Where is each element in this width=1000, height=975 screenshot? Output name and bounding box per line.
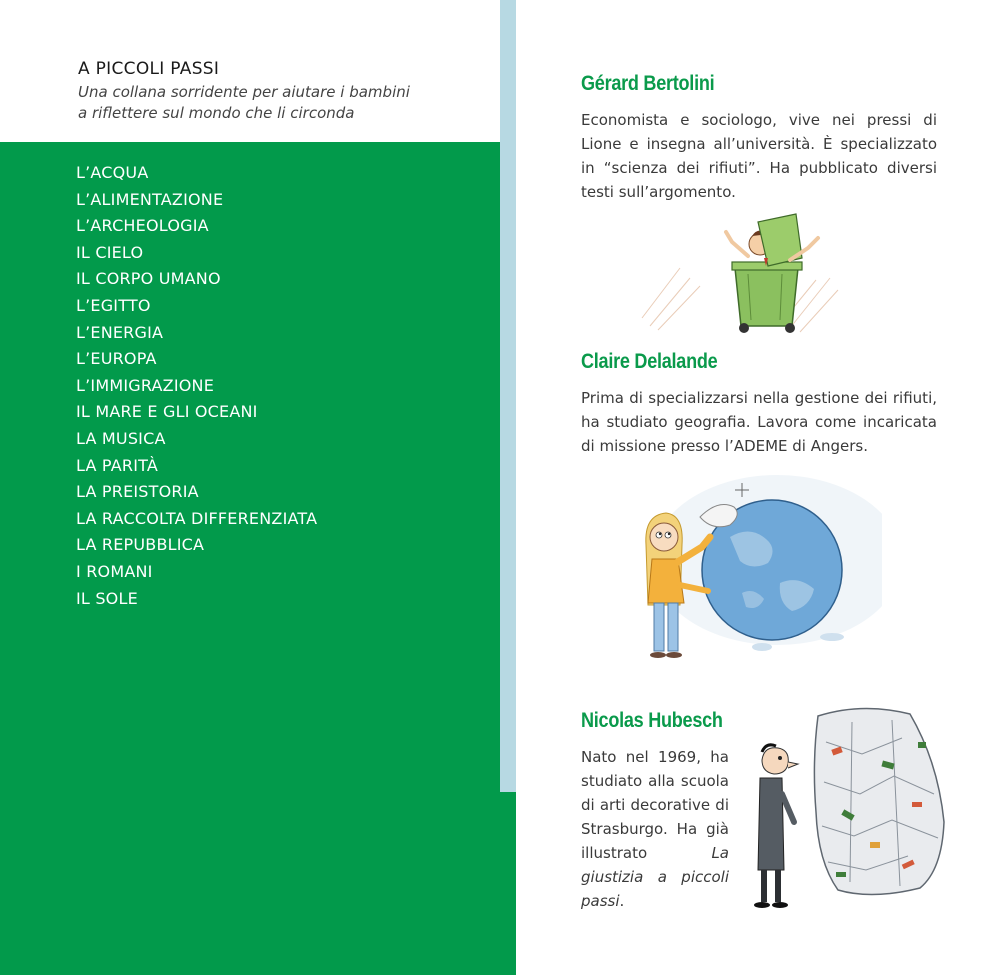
- author-name-hubesch: Nicolas Hubesch: [581, 709, 723, 732]
- book-list-item: L’EGITTO: [76, 295, 151, 315]
- book-list-item: IL CORPO UMANO: [76, 269, 221, 289]
- author-bio-hubesch-text: Nato nel 1969, ha studiato alla scuola di arti decorative di Strasburgo. Ha già illustrato: [581, 748, 729, 862]
- book-list-item: L’ARCHEOLOGIA: [76, 216, 209, 236]
- book-list-item: L’ENERGIA: [76, 322, 164, 342]
- book-list-item: I ROMANI: [76, 561, 153, 581]
- book-list: [76, 160, 317, 612]
- book-list-item: IL CIELO: [76, 242, 144, 262]
- series-title: A PICCOLI PASSI: [78, 59, 220, 79]
- author-name-bertolini: Gérard Bertolini: [581, 72, 715, 95]
- trash-bin-illustration: [640, 208, 840, 343]
- author-bio-bertolini: Economista e sociologo, vive nei pressi di Lione e insegna all’università. È specializzato in “scienza dei rifiuti”. Ha pubblicato diversi testi sull’argomento.: [581, 111, 937, 201]
- author-bio-delalande: Prima di specializzarsi nella gestione dei rifiuti, ha studiato geografia. Lavora come incaricata di missione presso l’ADEME di Angers.: [581, 389, 937, 455]
- author-bio-hubesch-book-title: La giustizia a piccoli passi: [581, 844, 729, 910]
- man-and-crushed-waste-illustration: [742, 702, 957, 922]
- book-list-item: LA MUSICA: [76, 428, 166, 448]
- book-list-item: LA REPUBBLICA: [76, 535, 205, 555]
- author-bio-hubesch-end: .: [619, 892, 625, 910]
- girl-and-globe-illustration: [622, 475, 882, 665]
- book-list-item: LA PREISTORIA: [76, 482, 199, 502]
- book-list-item: IL MARE E GLI OCEANI: [76, 402, 258, 422]
- book-list-item: L’EUROPA: [76, 349, 157, 369]
- series-subtitle: [78, 82, 478, 124]
- author-bio-hubesch: [581, 745, 729, 913]
- book-list-item: L’ALIMENTAZIONE: [76, 189, 224, 209]
- book-list-item: LA RACCOLTA DIFFERENZIATA: [76, 508, 318, 528]
- series-subtitle-line-2: a riflettere sul mondo che li circonda: [78, 104, 355, 122]
- page-spine: [500, 0, 516, 792]
- author-name-delalande: Claire Delalande: [581, 350, 718, 373]
- book-list-item: LA PARITÀ: [76, 455, 158, 475]
- series-header: [78, 58, 478, 124]
- book-list-item: L’ACQUA: [76, 163, 149, 182]
- book-list-item: IL SOLE: [76, 588, 138, 608]
- series-subtitle-line-1: Una collana sorridente per aiutare i bambini: [78, 83, 410, 101]
- page-spine-bottom: [500, 792, 516, 975]
- book-list-item: L’IMMIGRAZIONE: [76, 375, 215, 395]
